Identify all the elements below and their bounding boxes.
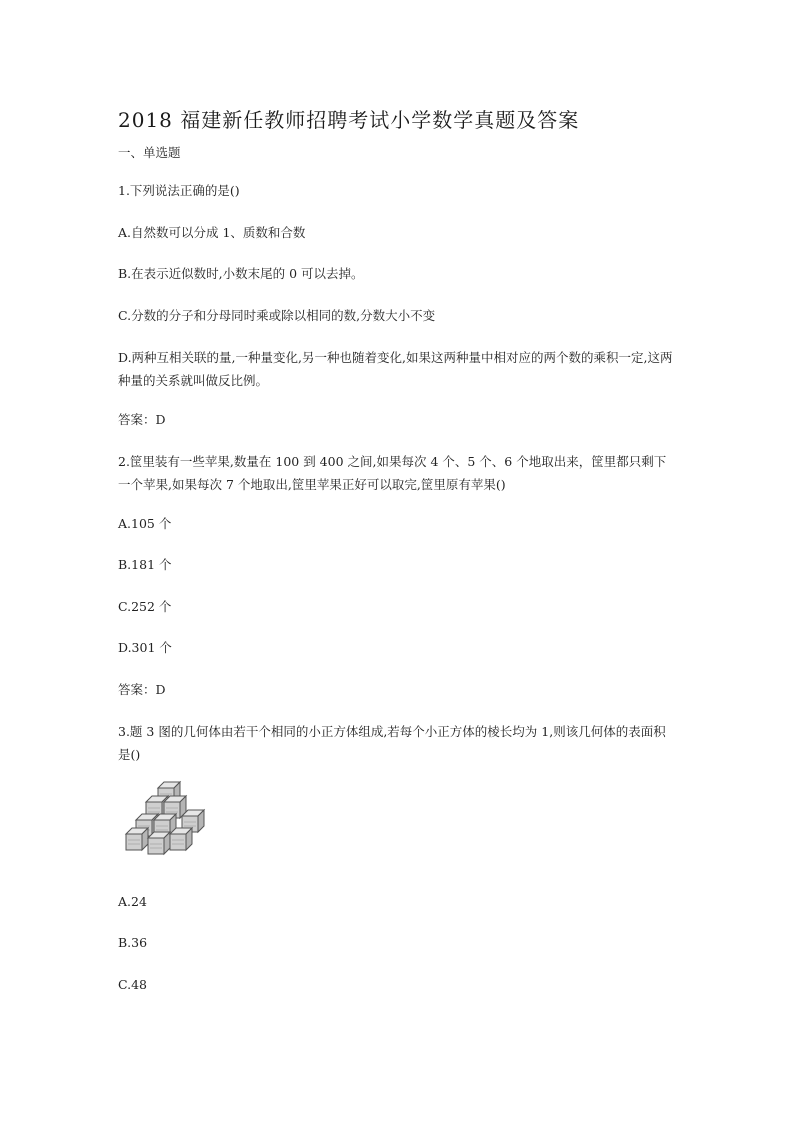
question-1-answer: 答案：D xyxy=(118,412,166,427)
question-2-stem: 2.筐里装有一些苹果,数量在 100 到 400 之间,如果每次 4 个、5 个、6 个地取出来，筐里都只剩下一个苹果,如果每次 7 个地取出,筐里苹果正好可以取完,筐里原有苹果() xyxy=(118,454,667,492)
question-2-option-c: C.252 个 xyxy=(118,599,172,614)
question-1-option-d: D.两种互相关联的量,一种量变化,另一种也随着变化,如果这两种量中相对应的两个数的乘积一定,这两种量的关系就叫做反比例。 xyxy=(118,350,673,388)
document-title: 2018 福建新任教师招聘考试小学数学真题及答案 xyxy=(118,108,580,132)
question-2-answer: 答案：D xyxy=(118,682,166,697)
question-3-option-a: A.24 xyxy=(118,894,147,909)
question-2-option-a: A.105 个 xyxy=(118,516,172,531)
question-1-option-c: C.分数的分子和分母同时乘或除以相同的数,分数大小不变 xyxy=(118,308,436,323)
question-2-option-b: B.181 个 xyxy=(118,557,172,572)
question-3-stem: 3.题 3 图的几何体由若干个相同的小正方体组成,若每个小正方体的棱长均为 1,则该几何体的表面积是() xyxy=(118,724,666,762)
question-3-option-b: B.36 xyxy=(118,935,148,950)
question-1-option-a: A.自然数可以分成 1、质数和合数 xyxy=(118,225,306,240)
question-2-option-d: D.301 个 xyxy=(118,640,172,655)
question-1-option-b: B.在表示近似数时,小数末尾的 0 可以去掉。 xyxy=(118,266,364,281)
question-3-option-c: C.48 xyxy=(118,977,147,992)
question-1-stem: 1.下列说法正确的是() xyxy=(118,183,240,198)
section-heading: 一、单选题 xyxy=(118,145,181,160)
cube-stack-figure xyxy=(118,776,218,862)
